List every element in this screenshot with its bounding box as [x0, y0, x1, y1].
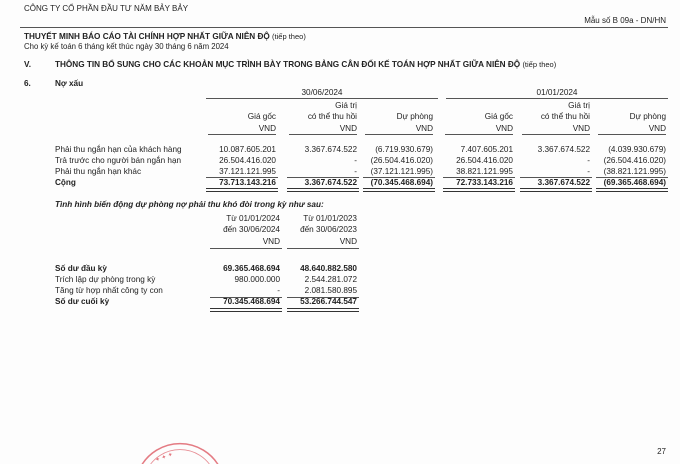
cell-value: 69.365.468.694 [223, 264, 280, 273]
company-name: CÔNG TY CỔ PHẦN ĐẦU TƯ NĂM BẢY BẢY [24, 4, 189, 13]
column-unit: VND [495, 124, 513, 133]
unit-rule [365, 134, 433, 135]
subtotal-rule [596, 177, 668, 178]
cell-value: (38.821.121.995) [603, 167, 666, 176]
column-header-line1: Giá trị [568, 101, 590, 110]
column-unit: VND [339, 237, 357, 246]
unit-rule [445, 134, 513, 135]
column-header-label: Giá gốc [247, 112, 276, 121]
column-unit: VND [262, 237, 280, 246]
cell-value: 2.544.281.072 [304, 275, 357, 284]
column-header-label: Dự phòng [629, 112, 666, 121]
column-group-header: 01/01/2024 [536, 88, 578, 97]
row-label: Trích lập dự phòng trong kỳ [55, 275, 156, 284]
column-unit: VND [415, 124, 433, 133]
cell-value: (6.719.930.679) [375, 145, 433, 154]
cell-value: 980.000.000 [234, 275, 280, 284]
subsection-title: Nợ xấu [55, 79, 84, 88]
cell-value: 38.821.121.995 [456, 167, 513, 176]
cell-value: 26.504.416.020 [219, 156, 276, 165]
total-double-rule [206, 188, 278, 192]
row-label: Phải thu ngắn hạn của khách hàng [55, 145, 182, 154]
row-label: Số dư cuối kỳ [55, 297, 110, 306]
title-continued: (tiếp theo) [272, 32, 306, 41]
column-header-label: Dự phòng [396, 112, 433, 121]
cell-value: (4.039.930.679) [608, 145, 666, 154]
subsection-number: 6. [24, 79, 31, 88]
subtotal-rule [443, 177, 515, 178]
total-double-rule [443, 188, 515, 192]
cell-value: (26.504.416.020) [370, 156, 433, 165]
column-header-label: Giá gốc [484, 112, 513, 121]
cell-value: 10.087.605.201 [219, 145, 276, 154]
cell-value: - [587, 156, 590, 165]
total-value: 3.367.674.522 [537, 178, 590, 187]
total-value: 72.733.143.216 [456, 178, 513, 187]
section-number: V. [24, 60, 31, 69]
cell-value: (26.504.416.020) [603, 156, 666, 165]
row-label: Trả trước cho người bán ngắn hạn [55, 156, 182, 165]
cell-value: 3.367.674.522 [537, 145, 590, 154]
column-header-line1: Giá trị [335, 101, 357, 110]
row-label: Phải thu ngắn hạn khác [55, 167, 142, 176]
total-value: 3.367.674.522 [304, 178, 357, 187]
column-unit: VND [339, 124, 357, 133]
subtotal-rule [520, 177, 592, 178]
total-label: Cộng [55, 178, 76, 187]
company-stamp [130, 428, 230, 464]
group-rule [206, 98, 438, 99]
cell-value: 37.121.121.995 [219, 167, 276, 176]
column-unit: VND [258, 124, 276, 133]
total-value: 73.713.143.216 [219, 178, 276, 187]
cell-value: - [587, 167, 590, 176]
cell-value: 7.407.605.201 [460, 145, 513, 154]
report-title: THUYẾT MINH BÁO CÁO TÀI CHÍNH HỢP NHẤT GIỮA NIÊN ĐỘ [24, 32, 270, 41]
group-rule [446, 98, 668, 99]
subtotal-rule [210, 297, 282, 298]
cell-value: - [354, 156, 357, 165]
column-header-line2: đến 30/06/2023 [300, 225, 357, 234]
report-period: Cho kỳ kế toán 6 tháng kết thúc ngày 30 tháng 6 năm 2024 [24, 42, 229, 51]
section-continued: (tiếp theo) [522, 60, 557, 69]
unit-rule [289, 134, 357, 135]
column-header-label: có thể thu hồi [307, 112, 357, 121]
page-number: 27 [657, 447, 666, 456]
row-label: Số dư đầu kỳ [55, 264, 107, 273]
cell-value: 53.266.744.547 [300, 297, 357, 306]
cell-value: 2.081.580.895 [304, 286, 357, 295]
total-double-rule [210, 308, 282, 312]
unit-rule [208, 134, 276, 135]
total-double-rule [363, 188, 435, 192]
unit-rule [522, 134, 590, 135]
total-double-rule [596, 188, 668, 192]
subtotal-rule [206, 177, 278, 178]
subtotal-rule [287, 177, 359, 178]
header-rule [20, 27, 668, 28]
total-double-rule [287, 188, 359, 192]
cell-value: - [277, 286, 280, 295]
subtotal-rule [287, 297, 359, 298]
cell-value: 48.640.882.580 [300, 264, 357, 273]
row-label: Tăng từ hợp nhất công ty con [55, 286, 163, 295]
column-header-line1: Từ 01/01/2023 [303, 214, 357, 223]
column-group-header: 30/06/2024 [301, 88, 343, 97]
total-double-rule [520, 188, 592, 192]
column-header-line2: đến 30/06/2024 [223, 225, 280, 234]
section-title: THÔNG TIN BỔ SUNG CHO CÁC KHOẢN MỤC TRÌNH BÀY TRONG BẢNG CÂN ĐỐI KẾ TOÁN HỢP NHẤT GIỮA NIÊN ĐỘ [55, 60, 521, 69]
svg-text:✦ ✦ ✦: ✦ ✦ ✦ [154, 451, 174, 464]
subtotal-rule [363, 177, 435, 178]
cell-value: (37.121.121.995) [370, 167, 433, 176]
table-heading: Tình hình biến động dự phòng nợ phải thu khó đòi trong kỳ như sau: [55, 200, 324, 209]
column-header-label: có thể thu hồi [540, 112, 590, 121]
cell-value: - [354, 167, 357, 176]
column-unit: VND [648, 124, 666, 133]
total-double-rule [287, 308, 359, 312]
column-unit: VND [572, 124, 590, 133]
total-value: (69.365.468.694) [603, 178, 666, 187]
cell-value: 3.367.674.522 [304, 145, 357, 154]
total-value: (70.345.468.694) [370, 178, 433, 187]
unit-rule [598, 134, 666, 135]
form-number: Mẫu số B 09a - DN/HN [584, 16, 666, 25]
unit-rule [287, 248, 359, 249]
cell-value: 70.345.468.694 [223, 297, 280, 306]
cell-value: 26.504.416.020 [456, 156, 513, 165]
unit-rule [210, 248, 282, 249]
column-header-line1: Từ 01/01/2024 [226, 214, 280, 223]
